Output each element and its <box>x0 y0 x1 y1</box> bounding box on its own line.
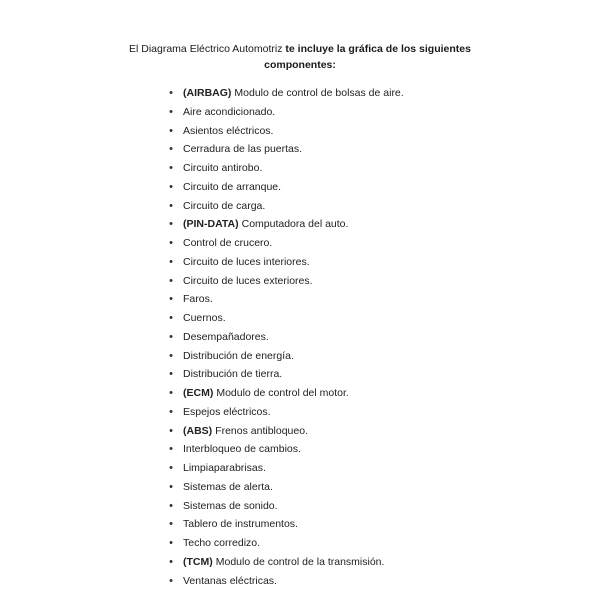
item-text: Distribución de tierra. <box>183 368 283 381</box>
item-text: Modulo de control del motor. <box>216 387 349 399</box>
bullet-icon: • <box>169 555 173 568</box>
list-item <box>167 347 404 366</box>
list-item <box>167 140 404 159</box>
bullet-icon: • <box>169 255 173 268</box>
list-item <box>167 515 404 534</box>
bullet-icon: • <box>169 499 173 512</box>
list-item <box>167 272 404 291</box>
list-item <box>167 459 404 478</box>
item-text: Circuito de arranque. <box>183 180 282 193</box>
bullet-icon: • <box>169 312 173 324</box>
item-text: Interbloqueo de cambios. <box>183 443 301 456</box>
item-code: (ECM) <box>183 387 214 399</box>
item-text: Faros. <box>183 293 213 306</box>
list-item <box>167 178 404 197</box>
list-item <box>167 497 404 516</box>
item-text: Circuito antirobo. <box>183 162 263 174</box>
bullet-icon: • <box>169 480 173 493</box>
bullet-icon: • <box>169 518 173 531</box>
item-text: Circuito de luces exteriores. <box>183 274 313 287</box>
bullet-icon: • <box>169 462 173 474</box>
item-text: Cuernos. <box>183 312 226 324</box>
bullet-icon: • <box>169 274 173 287</box>
component-list <box>167 84 404 590</box>
list-item <box>167 159 404 178</box>
list-item <box>167 534 404 553</box>
list-item <box>167 403 404 422</box>
item-text: Circuito de carga. <box>183 199 266 212</box>
item-text: Sistemas de sonido. <box>183 499 278 512</box>
bullet-icon: • <box>169 124 173 137</box>
bullet-icon: • <box>169 424 173 437</box>
list-item <box>167 478 404 497</box>
bullet-icon: • <box>169 143 173 156</box>
item-code: (PIN-DATA) <box>183 218 239 231</box>
intro-paragraph <box>0 41 600 73</box>
item-text: Circuito de luces interiores. <box>183 255 310 268</box>
bullet-icon: • <box>169 237 173 249</box>
bullet-icon: • <box>169 574 173 587</box>
item-text: Control de crucero. <box>183 237 273 249</box>
list-item <box>167 422 404 441</box>
intro-line-1 <box>0 41 600 57</box>
item-code: (TCM) <box>183 555 213 568</box>
item-text: Techo corredizo. <box>183 537 261 549</box>
item-code: (AIRBAG) <box>183 87 232 99</box>
item-text: Cerradura de las puertas. <box>183 143 303 156</box>
list-item <box>167 234 404 253</box>
bullet-icon: • <box>169 368 173 381</box>
bullet-icon: • <box>169 330 173 343</box>
bullet-icon: • <box>169 443 173 456</box>
item-code: (ABS) <box>183 424 213 437</box>
list-item <box>167 215 404 234</box>
list-item <box>167 384 404 403</box>
item-text: Asientos eléctricos. <box>183 124 274 137</box>
list-item <box>167 253 404 272</box>
intro-bold-text: te incluye la gráfica de los siguientes <box>285 43 471 55</box>
item-text: Modulo de control de bolsas de aire. <box>234 87 404 99</box>
list-item <box>167 103 404 122</box>
item-text: Distribución de energía. <box>183 349 294 362</box>
bullet-icon: • <box>169 105 173 118</box>
list-item <box>167 197 404 216</box>
item-text: Frenos antibloqueo. <box>215 424 308 437</box>
item-text: Desempañadores. <box>183 330 269 343</box>
bullet-icon: • <box>169 162 173 174</box>
bullet-icon: • <box>169 87 173 99</box>
item-text: Espejos eléctricos. <box>183 405 271 418</box>
item-text: Computadora del auto. <box>241 218 349 231</box>
list-item <box>167 328 404 347</box>
bullet-icon: • <box>169 293 173 306</box>
item-text: Ventanas eléctricas. <box>183 574 277 587</box>
list-item <box>167 290 404 309</box>
item-text: Limpiaparabrisas. <box>183 462 266 474</box>
bullet-icon: • <box>169 218 173 231</box>
list-item <box>167 572 404 591</box>
list-item <box>167 553 404 572</box>
intro-plain-text: El Diagrama Eléctrico Automotriz <box>129 43 283 55</box>
list-item <box>167 440 404 459</box>
bullet-icon: • <box>169 537 173 549</box>
list-item <box>167 365 404 384</box>
item-text: Aire acondicionado. <box>183 105 276 118</box>
list-item <box>167 309 404 328</box>
item-text: Sistemas de alerta. <box>183 480 273 493</box>
bullet-icon: • <box>169 199 173 212</box>
bullet-icon: • <box>169 349 173 362</box>
list-item <box>167 84 404 103</box>
bullet-icon: • <box>169 387 173 399</box>
bullet-icon: • <box>169 405 173 418</box>
bullet-icon: • <box>169 180 173 193</box>
intro-line-2: componentes: <box>264 59 336 71</box>
item-text: Tablero de instrumentos. <box>183 518 298 531</box>
list-item <box>167 122 404 141</box>
item-text: Modulo de control de la transmisión. <box>215 555 385 568</box>
